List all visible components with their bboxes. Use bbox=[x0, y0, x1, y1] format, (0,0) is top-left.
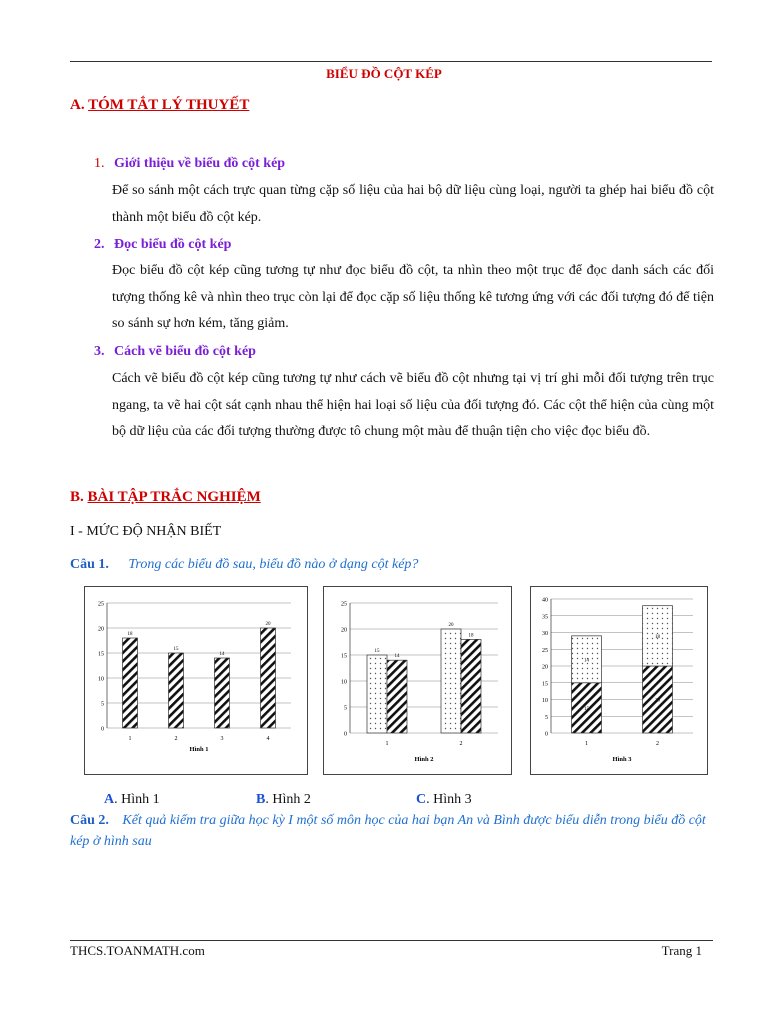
y-tick-label: 35 bbox=[542, 614, 548, 621]
bar bbox=[215, 658, 230, 728]
y-tick-label: 20 bbox=[341, 627, 347, 634]
answer-a-letter: A bbox=[104, 792, 115, 807]
section-a-prefix: A. bbox=[70, 97, 89, 113]
x-tick-label: 2 bbox=[459, 741, 463, 747]
y-tick-label: 20 bbox=[98, 626, 104, 633]
question-1-text: Trong các biểu đồ sau, biểu đồ nào ở dạng cột kép? bbox=[128, 557, 419, 572]
x-tick-label: 1 bbox=[385, 741, 389, 747]
y-tick-label: 5 bbox=[545, 714, 548, 721]
chart-title: Hình 3 bbox=[612, 756, 632, 763]
data-label: 18 bbox=[127, 632, 133, 637]
y-tick-label: 15 bbox=[98, 651, 104, 658]
x-tick-label: 1 bbox=[585, 741, 588, 747]
data-label: 15 bbox=[173, 647, 179, 652]
x-tick-label: 3 bbox=[220, 736, 224, 742]
answer-b[interactable] bbox=[256, 792, 311, 808]
chart-title: Hình 2 bbox=[414, 756, 434, 763]
item-1-title: Giới thiệu về biểu đồ cột kép bbox=[114, 156, 286, 171]
section-a-heading bbox=[70, 97, 249, 114]
question-1 bbox=[70, 557, 418, 573]
section-a-label: TÓM TẮT LÝ THUYẾT bbox=[88, 97, 250, 113]
y-tick-label: 25 bbox=[98, 601, 104, 608]
y-tick-label: 30 bbox=[542, 631, 548, 637]
item-2-title: Đọc biểu đồ cột kép bbox=[114, 237, 232, 252]
bar bbox=[123, 638, 138, 728]
bar bbox=[261, 628, 276, 728]
footer-page-number: Trang 1 bbox=[661, 943, 702, 958]
y-tick-label: 0 bbox=[101, 726, 104, 733]
page-title: BIỂU ĐỒ CỘT KÉP bbox=[326, 66, 442, 81]
question-2-text: Kết quả kiểm tra giữa học kỳ I một số môn học của hai bạn An và Bình được biểu diễn trong biểu đồ cột kép ở hình sau bbox=[70, 813, 706, 849]
chart-hinh-1 bbox=[85, 587, 307, 774]
data-label: 18 bbox=[468, 633, 474, 639]
item-1-number: 1. bbox=[94, 156, 105, 171]
item-3-number: 3. bbox=[94, 344, 105, 359]
data-label: 20 bbox=[265, 622, 271, 627]
bottom-rule bbox=[70, 940, 713, 941]
answer-c[interactable] bbox=[416, 792, 472, 808]
bar bbox=[387, 660, 407, 733]
item-3-body: Cách vẽ biểu đồ cột kép cũng tương tự như cách vẽ biểu đồ cột nhưng tại vị trí ghi mỗi đối tượng trên trục ngang, ta vẽ hai cột sát cạnh nhau thể hiện hai loại số liệu của đối tượng đó. Các cột thể hiện của cùng một bộ dữ liệu của các đối tượng thường được tô chung một màu để thuận tiện cho việc đọc biểu đồ. bbox=[112, 371, 714, 439]
bar bbox=[367, 655, 387, 733]
data-label: 20 bbox=[655, 698, 660, 704]
data-label: 14 bbox=[219, 652, 225, 657]
question-2-label: Câu 2. bbox=[70, 813, 109, 828]
figure-hinh-2 bbox=[323, 586, 512, 775]
bar bbox=[441, 629, 461, 733]
chart-title: Hình 1 bbox=[189, 746, 209, 753]
level-heading: I - MỨC ĐỘ NHẬN BIẾT bbox=[70, 524, 222, 539]
y-tick-label: 5 bbox=[344, 705, 347, 712]
data-label: 20 bbox=[448, 623, 454, 628]
section-b-heading bbox=[70, 489, 261, 506]
x-tick-label: 2 bbox=[656, 741, 659, 747]
chart-hinh-2 bbox=[324, 587, 511, 774]
y-tick-label: 5 bbox=[101, 701, 104, 708]
top-rule bbox=[70, 61, 712, 62]
item-3-title: Cách vẽ biểu đồ cột kép bbox=[114, 344, 256, 359]
y-tick-label: 25 bbox=[542, 647, 548, 654]
section-b-prefix: B. bbox=[70, 489, 88, 505]
answer-b-text: . Hình 2 bbox=[265, 792, 311, 807]
data-label: 14 bbox=[584, 658, 589, 664]
answer-a[interactable] bbox=[104, 792, 160, 808]
y-tick-label: 15 bbox=[341, 653, 347, 660]
item-2-body: Đọc biểu đồ cột kép cũng tương tự như đọc biểu đồ cột, ta nhìn theo một trục để đọc danh sách các đối tượng thống kê và nhìn theo trục còn lại để đọc cặp số liệu thống kê tương ứng với các đối tượng đó để tiện so sánh sự hơn kém, tăng giảm. bbox=[112, 263, 714, 331]
y-tick-label: 25 bbox=[341, 601, 347, 608]
question-1-label: Câu 1. bbox=[70, 557, 109, 572]
x-tick-label: 2 bbox=[174, 736, 178, 742]
y-tick-label: 0 bbox=[344, 731, 347, 738]
answer-c-text: . Hình 3 bbox=[426, 792, 472, 807]
bar bbox=[169, 653, 184, 728]
section-b-label: BÀI TẬP TRẮC NGHIỆM bbox=[87, 489, 261, 505]
answer-c-letter: C bbox=[416, 792, 427, 807]
figure-hinh-3 bbox=[530, 586, 708, 775]
data-label: 15 bbox=[584, 706, 589, 712]
y-tick-label: 40 bbox=[542, 597, 548, 604]
answer-a-text: . Hình 1 bbox=[114, 792, 160, 807]
y-tick-label: 10 bbox=[542, 698, 548, 704]
y-tick-label: 10 bbox=[98, 676, 104, 683]
question-2 bbox=[70, 810, 714, 852]
item-2-heading bbox=[94, 237, 231, 253]
chart-hinh-3 bbox=[531, 587, 707, 774]
y-tick-label: 15 bbox=[542, 681, 548, 688]
footer-site: THCS.TOANMATH.com bbox=[70, 943, 205, 958]
item-1-body: Để so sánh một cách trực quan từng cặp số liệu của hai bộ dữ liệu cùng loại, người ta ghép hai biểu đồ cột thành một biểu đồ cột kép. bbox=[112, 183, 714, 225]
answer-b-letter: B bbox=[256, 792, 266, 807]
item-1-heading bbox=[94, 156, 285, 172]
figure-hinh-1 bbox=[84, 586, 308, 775]
bar bbox=[461, 639, 481, 733]
x-tick-label: 4 bbox=[266, 736, 270, 742]
y-tick-label: 10 bbox=[341, 679, 347, 686]
x-tick-label: 1 bbox=[128, 736, 132, 742]
item-2-number: 2. bbox=[94, 237, 105, 252]
data-label: 15 bbox=[374, 649, 380, 654]
y-tick-label: 20 bbox=[542, 664, 548, 671]
data-label: 14 bbox=[394, 654, 400, 660]
y-tick-label: 0 bbox=[545, 731, 548, 738]
item-3-heading bbox=[94, 344, 256, 360]
data-label: 18 bbox=[655, 634, 660, 640]
